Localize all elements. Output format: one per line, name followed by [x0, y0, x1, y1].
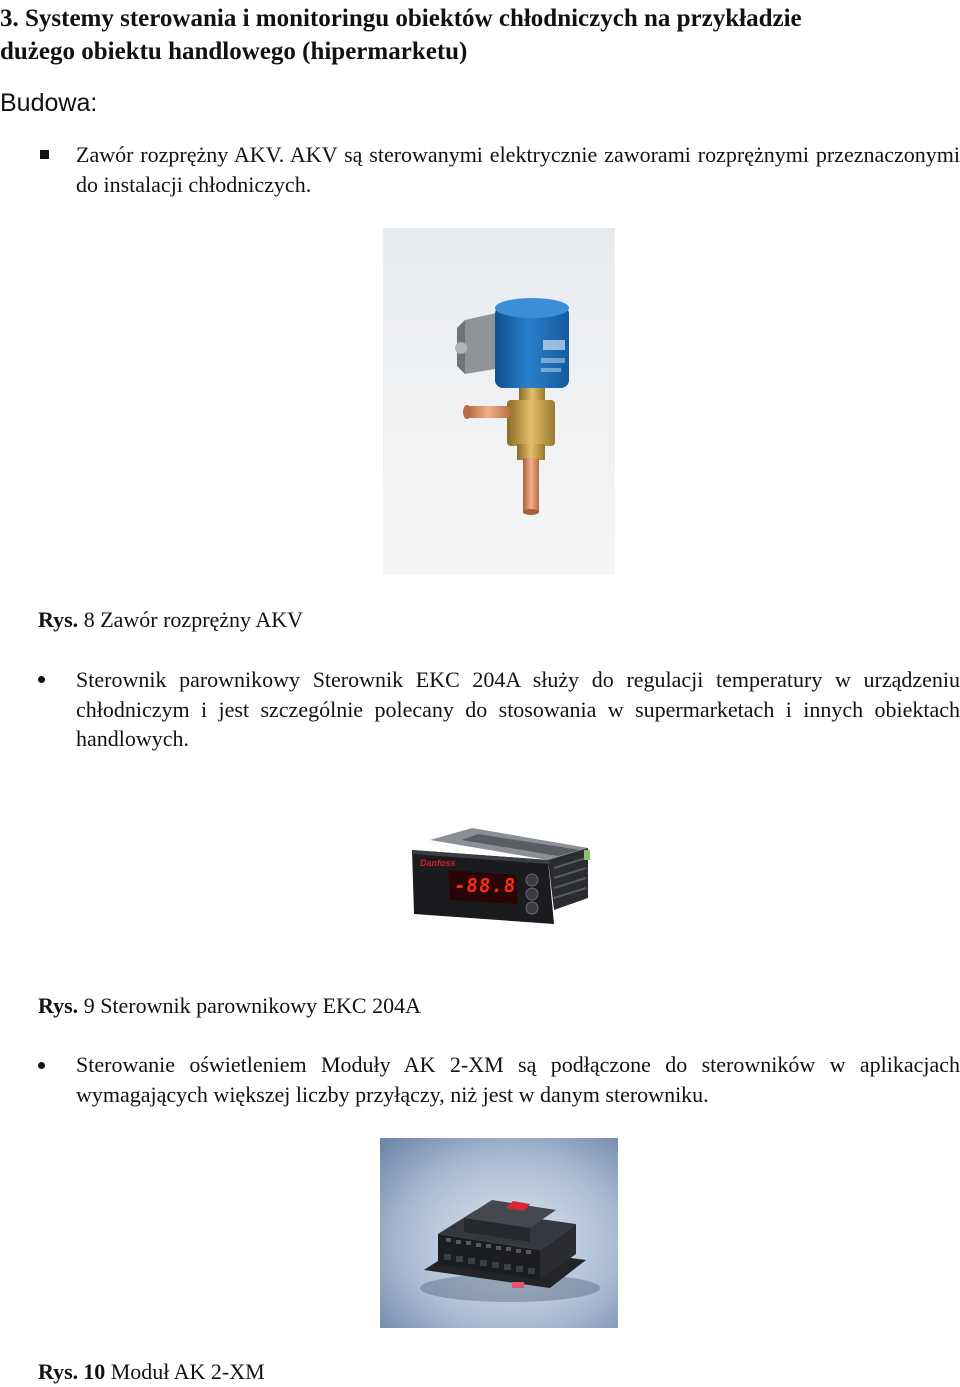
akv-valve-photo	[383, 228, 615, 575]
figure-8-number: 8	[83, 607, 95, 632]
square-bullet-icon	[40, 150, 49, 159]
figure-10-label: Rys.	[38, 1359, 79, 1384]
figure-9-number: 9	[83, 993, 95, 1018]
figure-8-text: Zawór rozprężny AKV	[100, 607, 303, 632]
figure-9-caption	[38, 992, 421, 1020]
section-heading-line-2: dużego obiektu handlowego (hipermarketu)	[0, 38, 468, 65]
figure-10-number: 10	[83, 1359, 106, 1384]
svg-text:Danfoss: Danfoss	[420, 858, 456, 868]
subheading-budowa: Budowa:	[0, 89, 98, 117]
ekc-controller-photo	[408, 826, 594, 930]
round-bullet-icon	[38, 1062, 45, 1069]
ak-module-photo	[380, 1138, 618, 1328]
section-heading	[0, 2, 960, 68]
paragraph-ak-module: Sterowanie oświetleniem Moduły AK 2-XM są podłączone do sterowników w aplikacjach wymagających większej liczby przyłączy, niż jest w danym sterowniku.	[76, 1052, 960, 1107]
figure-9-label: Rys.	[38, 993, 79, 1018]
paragraph-akv-valve: Zawór rozprężny AKV. AKV są sterowanymi elektrycznie zaworami rozprężnymi przeznaczonymi do instalacji chłodniczych.	[76, 142, 960, 197]
figure-10-text: Moduł AK 2-XM	[110, 1359, 265, 1384]
figure-9-text: Sterownik parownikowy EKC 204A	[100, 993, 421, 1018]
controller-display-readout: -88.8	[452, 875, 518, 897]
figure-8-label: Rys.	[38, 607, 79, 632]
section-heading-line-1: 3. Systemy sterowania i monitoringu obiektów chłodniczych na przykładzie	[0, 5, 802, 32]
figure-10-caption	[38, 1358, 265, 1386]
round-bullet-icon	[38, 676, 45, 683]
figure-8-caption	[38, 606, 303, 634]
paragraph-ekc-controller: Sterownik parownikowy Sterownik EKC 204A służy do regulacji temperatury w urządzeniu chłodniczym i jest szczególnie polecany do stosowania w supermarketach i innych obiektach handlowych.	[76, 667, 960, 751]
